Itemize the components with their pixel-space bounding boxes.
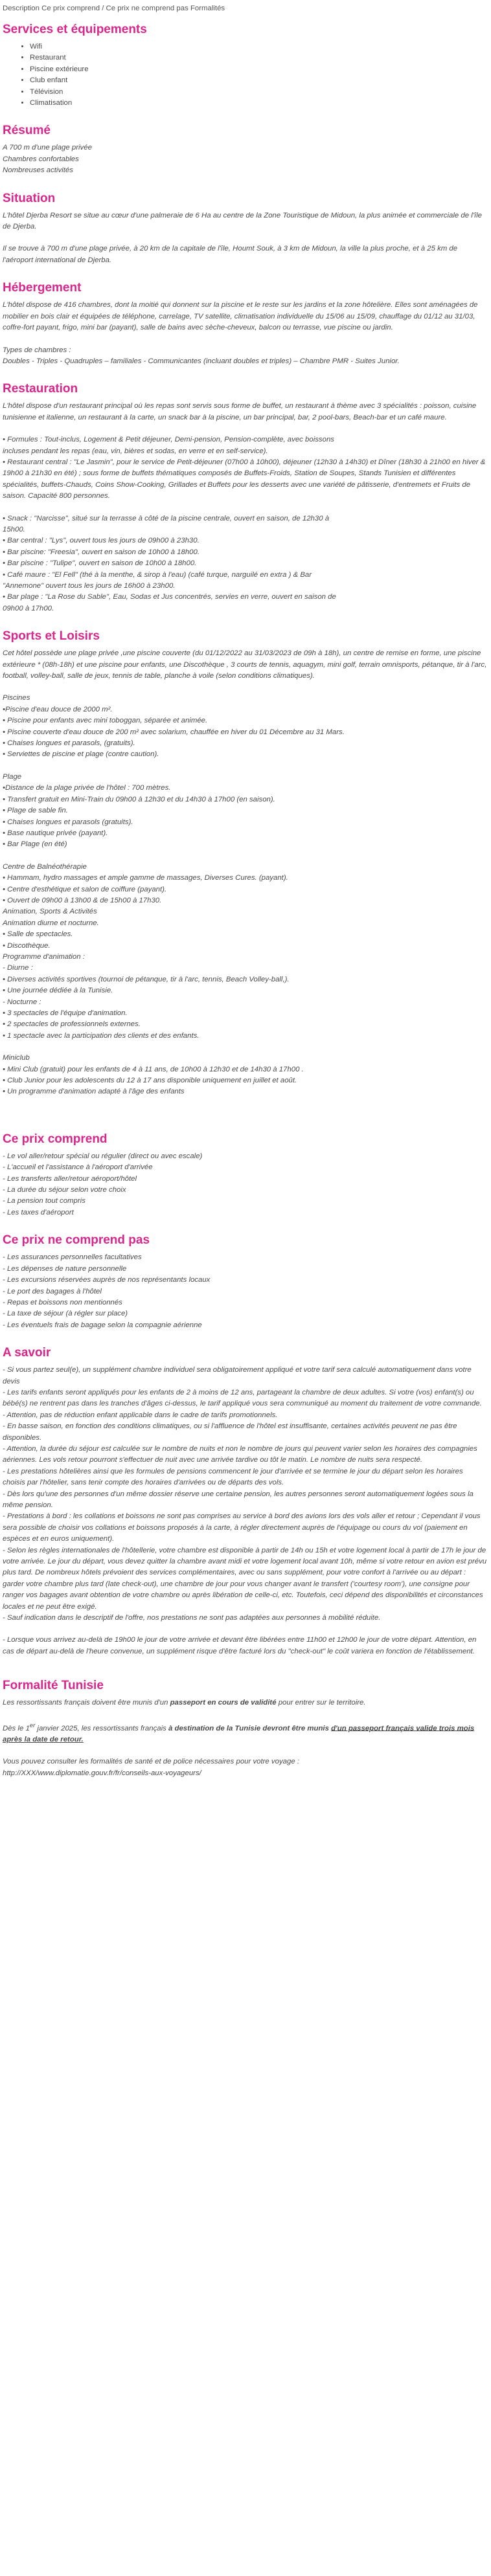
superscript: er bbox=[29, 1721, 36, 1729]
resume-line: A 700 m d'une plage privée bbox=[3, 144, 92, 152]
plage-label: Plage bbox=[3, 772, 22, 781]
formalite-2025-line bbox=[3, 1720, 487, 1746]
miniclub-line: • Mini Club (gratuit) pour les enfants de 4 à 11 ans, de 10h00 à 12h30 et de 14h30 à 17h00 . bbox=[3, 1065, 304, 1073]
list-item: • Télévision bbox=[30, 87, 487, 98]
list-item: - La taxe de séjour (à régler sur place) bbox=[3, 1310, 128, 1318]
plage-line: • Base nautique privée (payant). bbox=[3, 829, 108, 837]
balneo-line: • 1 spectacle avec la participation des clients et des enfants. bbox=[3, 1031, 200, 1040]
savoir-paragraph: - Les prestations hôtelières ainsi que les formules de pensions commencent le jour d'arrivée et se termine le jour du départ selon les horaires choisis par l'hôtelier, sans tenir compte des horaires d'arrivées ou de départs des vols. bbox=[3, 1467, 463, 1487]
balneo-line: - Diurne : bbox=[3, 964, 33, 972]
plage-line: •Distance de la plage privée de l'hôtel : 700 mètres. bbox=[3, 784, 171, 792]
balneo-line: • 3 spectacles de l'équipe d'animation. bbox=[3, 1009, 128, 1017]
list-item: - L'accueil et l'assistance à l'aéroport d'arrivée bbox=[3, 1163, 153, 1172]
text-span-bold: passeport en cours de validité bbox=[170, 1699, 277, 1707]
savoir-paragraph: - Les tarifs enfants seront appliqués pour les enfants de 2 à moins de 12 ans, partageant la chambre de deux adultes. Si votre (vos) enfant(s) ou bébé(s) ne rentrent pas dans les tranches d'âges ci-dessus, le tarif appliqué vous sera communiqué au moment du traitement de votre commande. bbox=[3, 1388, 482, 1408]
text-span-bold: à destination de la Tunisie devront être munis bbox=[168, 1724, 332, 1732]
resume-line: Chambres confortables bbox=[3, 155, 79, 163]
formalite-section bbox=[3, 1678, 487, 1779]
comprend-title: Ce prix comprend bbox=[3, 1132, 108, 1146]
list-item: • Restaurant bbox=[30, 52, 487, 63]
bar-line: • Bar central : "Lys", ouvert tous les jours de 09h00 à 23h30. bbox=[3, 537, 200, 545]
services-title: Services et équipements bbox=[3, 23, 147, 36]
bar-line: 15h00. bbox=[3, 525, 25, 533]
list-item: • Piscine extérieure bbox=[30, 64, 487, 75]
sports-title: Sports et Loisirs bbox=[3, 629, 100, 644]
bar-line: • Bar plage : "La Rose du Sable", Eau, Sodas et Jus concentrés, servies en verre, ouvert en saison de bbox=[3, 593, 336, 601]
formules-line: • Formules : Tout-inclus, Logement & Petit déjeuner, Demi-pension, Pension-complète, avec boissons bbox=[3, 436, 334, 444]
text-span-bold-underline: d'un passeport français valide trois mois après la date de retour. bbox=[3, 1724, 475, 1743]
list-item: • Wifi bbox=[30, 41, 487, 52]
resume-title: Résumé bbox=[3, 124, 51, 138]
room-types: Doubles - Triples - Quadruples – familiales - Communicantes (incluant doubles et triples) – Chambre PMR - Suites Junior. bbox=[3, 357, 400, 365]
list-item: - Les taxes d'aéroport bbox=[3, 1208, 74, 1216]
list-item: - Le vol aller/retour spécial ou régulier (direct ou avec escale) bbox=[3, 1152, 203, 1160]
situation-paragraph: Il se trouve à 700 m d'une plage privée, à 20 km de la capitale de l'île, Houmt Souk, à 3 km de Midoun, la ville la plus proche, et à 25 km de l'aéroport international de Djerba. bbox=[3, 245, 458, 264]
balneo-label: Centre de Balnéothérapie bbox=[3, 862, 87, 871]
balneo-line: • Une journée dédiée à la Tunisie. bbox=[3, 987, 113, 995]
bar-line: 09h00 à 17h00. bbox=[3, 604, 54, 612]
balneo-line: • Salle de spectacles. bbox=[3, 930, 73, 939]
savoir-paragraph: - Sauf indication dans le descriptif de l'offre, nos prestations ne sont pas adaptées aux personnes à mobilité réduite. bbox=[3, 1614, 381, 1622]
formalite-link[interactable]: http://XXX/www.diplomatie.gouv.fr/fr/conseils-aux-voyageurs/ bbox=[3, 1769, 201, 1777]
savoir-paragraph: - Attention, la durée du séjour est calculée sur le nombre de nuits et non le nombre de jours qui peuvent varier selon les horaires des compagnies aériennes. Les vols retour pourront s'effectuer de nuit avec une arrivée tardive ou tôt le matin. Le nombre de nuits sera respecté. bbox=[3, 1444, 477, 1464]
formalite-passport-line bbox=[3, 1697, 487, 1708]
balneo-line: • Discothèque. bbox=[3, 941, 51, 950]
savoir-paragraph: - Prestations à bord : les collations et boissons ne sont pas comprises au service à bord des avions lors des vols aller et retour ; Cependant il vous sera possible de choisir vos collations et boissons proposés à la carte, à régler directement auprès de l'équipage ou cours du vol (paiement en espèces et en euros uniquement). bbox=[3, 1512, 481, 1543]
list-item: • Climatisation bbox=[30, 98, 487, 109]
piscine-line: • Piscine pour enfants avec mini toboggan, séparée et animée. bbox=[3, 717, 208, 725]
piscine-line: • Piscine couverte d'eau douce de 200 m² avec solarium, chauffée en hiver du 01 Décembre au 31 Mars. bbox=[3, 728, 345, 736]
balneo-line: • Diverses activités sportives (tournoi de pétanque, tir à l'arc, tennis, Beach Volley-ball,). bbox=[3, 975, 290, 983]
savoir-title: A savoir bbox=[3, 1346, 51, 1360]
necomprend-title: Ce prix ne comprend pas bbox=[3, 1233, 150, 1248]
list-item: - Les excursions réservées auprès de nos représentants locaux bbox=[3, 1276, 211, 1284]
balneo-line: - Nocturne : bbox=[3, 998, 41, 1006]
piscine-line: • Chaises longues et parasols, (gratuits). bbox=[3, 739, 135, 748]
restauration-title: Restauration bbox=[3, 382, 78, 396]
piscine-line: • Serviettes de piscine et plage (contre caution). bbox=[3, 750, 159, 759]
plage-line: • Chaises longues et parasols (gratuits). bbox=[3, 818, 133, 826]
resume-section bbox=[3, 123, 487, 176]
list-item: - Les transferts aller/retour aéroport/hôtel bbox=[3, 1174, 137, 1183]
resume-line: Nombreuses activités bbox=[3, 166, 73, 175]
balneo-line: • 2 spectacles de professionnels externes. bbox=[3, 1020, 141, 1029]
tab-bar[interactable]: Description Ce prix comprend / Ce prix ne comprend pas Formalités bbox=[3, 5, 225, 12]
bar-line: • Bar piscine: "Freesia", ouvert en saison de 10h00 à 18h00. bbox=[3, 548, 200, 556]
savoir-paragraph: - Selon les règles internationales de l'hôtellerie, votre chambre est disponible à partir de 14h ou 15h et votre logement local à partir de 17h le jour de votre arrivée. Le jour du départ, vous devez quitter la chambre avant midi et votre logement local avant 10h, même si votre retour en avion est prévu plus tard. De nombreux hôtels prévoient des services complémentaires, avec ou sans supplément, pour votre confort à l'arrivée ou au départ : garder votre chambre plus tard (late check-out), une chambre de jour pour vous changer avant le transfert ('courtesy room'), une consigne pour ranger vos bagages avant obtention de votre chambre ou après libération de celle-ci, etc. Toutefois, ceci dépend des disponibilités et circonstances locales et ne peut être exigé. bbox=[3, 1546, 487, 1611]
bar-line: • Snack : "Narcisse", situé sur la terrasse à côté de la piscine centrale, ouvert en saison, de 12h30 à bbox=[3, 514, 330, 522]
bar-line: • Café maure : "El Fell" (thé à la menthe, & sirop à l'eau) (café turque, narguilé en extra ) & Bar bbox=[3, 570, 312, 579]
services-list bbox=[3, 41, 487, 109]
restauration-paragraph: L'hôtel dispose d'un restaurant principal où les repas sont servis sous forme de buffet, un restaurant à thème avec 3 spécialités : poisson, cuisine tunisienne et italienne, un restaurant à la carte, un snack bar à la piscine, un bar principal, bar, 2 pool-bars, Beach-bar et un café maure. bbox=[3, 402, 477, 421]
balneo-line: • Centre d'esthétique et salon de coiffure (payant). bbox=[3, 885, 167, 893]
plage-line: • Transfert gratuit en Mini-Train du 09h00 à 12h30 et du 14h30 à 17h00 (en saison). bbox=[3, 795, 275, 803]
sports-section bbox=[3, 629, 487, 1098]
room-types-label: Types de chambres : bbox=[3, 346, 71, 354]
text-span: pour entrer sur le territoire. bbox=[276, 1699, 366, 1707]
piscines-label: Piscines bbox=[3, 694, 30, 702]
formules-line: incluses pendant les repas (eau, vin, bières et sodas, en verre et en self-service). bbox=[3, 447, 268, 455]
balneo-line: Animation, Sports & Activités bbox=[3, 908, 97, 916]
hebergement-title: Hébergement bbox=[3, 281, 82, 295]
formalite-consult-line: Vous pouvez consulter les formalités de santé et de police nécessaires pour votre voyage : bbox=[3, 1758, 299, 1766]
savoir-paragraph: - Dès lors qu'une des personnes d'un même dossier réserve une certaine pension, les autres personnes seront automatiquement logées sous la même pension. bbox=[3, 1490, 474, 1509]
miniclub-line: • Un programme d'animation adapté à l'âge des enfants bbox=[3, 1088, 185, 1096]
plage-line: • Bar Plage (en été) bbox=[3, 840, 67, 849]
balneo-line: Animation diurne et nocturne. bbox=[3, 919, 99, 927]
savoir-paragraph: - En basse saison, en fonction des conditions climatiques, ou si l'affluence de l'hôtel est insuffisante, certaines activités peuvent ne pas être disponibles. bbox=[3, 1422, 457, 1442]
situation-section bbox=[3, 191, 487, 267]
savoir-section bbox=[3, 1345, 487, 1657]
necomprend-section bbox=[3, 1233, 487, 1331]
formalite-title: Formalité Tunisie bbox=[3, 1679, 104, 1693]
list-item: - Le port des bagages à l'hôtel bbox=[3, 1287, 102, 1295]
list-item: • Club enfant bbox=[30, 75, 487, 86]
list-item: - Les éventuels frais de bagage selon la compagnie aérienne bbox=[3, 1321, 202, 1329]
list-item: - Les dépenses de nature personnelle bbox=[3, 1264, 127, 1273]
central-restaurant: • Restaurant central : "Le Jasmin", pour le service de Petit-déjeuner (07h00 à 10h00), déjeuner (12h30 à 14h30) et Dîner (18h30 à 21h00 en hiver & 19h00 à 21h30 en été) ; sous forme de buffets thématiques composés de Buffets-Froids, Station de Soupes, Stands Tunisien et différentes spécialités, buffets-Chauds, Coins Show-Cooking, Grillades et Buffets pour les desserts avec une variété de pâtisserie, d'entremets et Fruits de saison. Capacité 800 personnes. bbox=[3, 458, 486, 500]
savoir-paragraph: - Si vous partez seul(e), un supplément chambre individuel sera obligatoirement appliqué et votre tarif sera calculé automatiquement dans votre devis bbox=[3, 1366, 472, 1385]
savoir-late-arrival: - Lorsque vous arrivez au-delà de 19h00 le jour de votre arrivée et devant être libérées entre 11h00 et 12h00 le jour de votre départ. Attention, en cas de départ au-delà de l'heure convenue, un supplément risque d'être facturé lors du "check-out" le coût variera en fonction de l'établissement. bbox=[3, 1636, 477, 1655]
bar-line: • Bar piscine : "Tulipe", ouvert en saison de 10h00 à 18h00. bbox=[3, 559, 197, 568]
bar-line: "Annemone" ouvert tous les jours de 16h00 à 23h00. bbox=[3, 582, 176, 590]
situation-title: Situation bbox=[3, 191, 56, 205]
situation-paragraph: L'hôtel Djerba Resort se situe au cœur d'une palmeraie de 6 Ha au centre de la Zone Touristique de Midoun, la plus animée et commerciale de l'île de Djerba. bbox=[3, 211, 482, 231]
miniclub-line: • Club Junior pour les adolescents du 12 à 17 ans disponible uniquement en juillet et août. bbox=[3, 1077, 297, 1085]
restauration-section bbox=[3, 381, 487, 614]
hebergement-section bbox=[3, 280, 487, 367]
hebergement-paragraph: L'hôtel dispose de 416 chambres, dont la moitié qui donnent sur la piscine et le reste sur les jardins et la zone hôtelière. Elles sont aménagées de mobilier en bois clair et équipées de téléphone, carrelage, TV satellite, climatisation individuelle du 15/06 au 15/09, chauffage du 01/12 au 31/03, coffre-fort payant, frigo, mini bar (payant), salle de bains avec sèche-cheveux, balcon ou terrasse, vue piscine ou jardin. bbox=[3, 301, 478, 332]
savoir-paragraph: - Attention, pas de réduction enfant applicable dans le cadre de tarifs promotionnels. bbox=[3, 1411, 278, 1419]
services-section bbox=[3, 22, 487, 109]
list-item: - La durée du séjour selon votre choix bbox=[3, 1186, 126, 1194]
list-item: - Les assurances personnelles facultatives bbox=[3, 1253, 142, 1262]
text-span: Dès le 1 bbox=[3, 1724, 30, 1732]
text-span: Les ressortissants français doivent être munis d'un bbox=[3, 1699, 170, 1707]
text-span: janvier 2025, les ressortissants français bbox=[35, 1724, 169, 1732]
balneo-line: • Hammam, hydro massages et ample gamme de massages, Diverses Cures. (payant). bbox=[3, 874, 288, 882]
comprend-section bbox=[3, 1132, 487, 1218]
miniclub-label: Miniclub bbox=[3, 1054, 30, 1062]
piscine-line: •Piscine d'eau douce de 2000 m². bbox=[3, 705, 113, 713]
plage-line: • Plage de sable fin. bbox=[3, 807, 68, 815]
balneo-line: • Ouvert de 09h00 à 13h00 & de 15h00 à 17h30. bbox=[3, 896, 162, 904]
balneo-line: Programme d'animation : bbox=[3, 952, 85, 961]
list-item: - La pension tout compris bbox=[3, 1197, 86, 1205]
sports-paragraph: Cet hôtel possède une plage privée ,une piscine couverte (du 01/12/2022 au 31/03/2023 de 09h à 18h), un centre de remise en forme, une piscine extérieure * (08h-18h) et une piscine pour enfants, une Discothèque , 3 courts de tennis, aquagym, mini golf, terrain omnisports, pétanque, tir à l'arc, football, volley-ball, salle de jeux, tennis de table, planche à voile (selon conditions climatiques). bbox=[3, 649, 487, 680]
list-item: - Repas et boissons non mentionnés bbox=[3, 1298, 122, 1306]
